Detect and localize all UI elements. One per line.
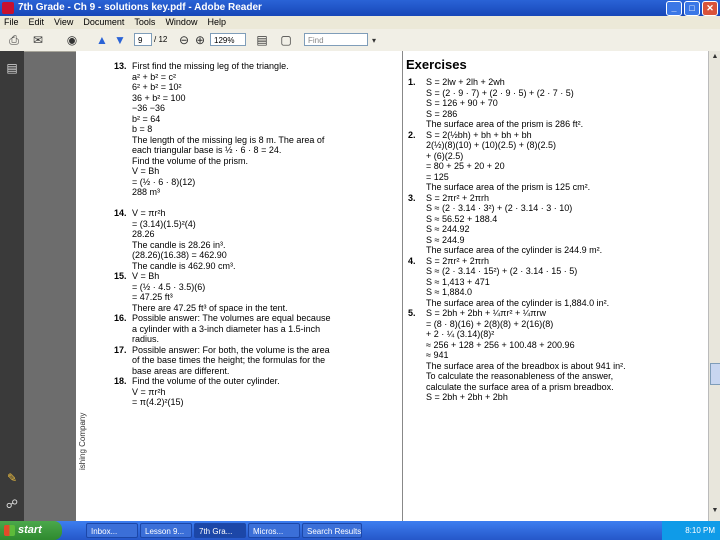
exercise-number: 4.	[408, 255, 416, 266]
previous-page-icon[interactable]: ▲	[96, 33, 108, 47]
solution-text: a² + b² = c²	[132, 71, 177, 82]
left_col-line	[114, 366, 404, 377]
right_col-line	[408, 77, 708, 88]
title-bar	[0, 0, 720, 16]
solution-text: S = 2bh + 2bh + 2bh	[426, 392, 508, 402]
left_col-line	[114, 324, 404, 335]
solution-text: Find the volume of the prism.	[132, 155, 249, 166]
right_col-line	[408, 329, 708, 340]
zoom-select[interactable]: 129%	[210, 33, 246, 46]
left_col-line	[114, 166, 404, 177]
zoom-in-icon[interactable]: ⊕	[194, 33, 206, 47]
solution-text: Find the volume of the outer cylinder.	[132, 376, 280, 386]
right_col-line	[408, 161, 708, 172]
solution-text: 36 + b² = 100	[132, 92, 186, 103]
solution-text: V = πr²h	[132, 386, 166, 397]
solution-text: S = 2(½bh) + bh + bh + bh	[426, 129, 532, 140]
exercise-number: 13.	[114, 61, 127, 71]
left_col-line	[114, 334, 404, 345]
taskbar	[0, 521, 720, 540]
solution-text: 6² + b² = 10²	[132, 82, 182, 92]
start-button[interactable]	[0, 521, 62, 540]
maximize-button[interactable]: □	[684, 1, 700, 16]
left_col-line	[114, 93, 404, 104]
scroll-thumb[interactable]	[710, 363, 720, 385]
left_col-line	[114, 156, 404, 167]
start-label: start	[18, 524, 42, 536]
solution-text: a cylinder with a 3-inch diameter has a 1.5-inch	[132, 323, 321, 334]
solution-text: + (6)(2.5)	[426, 150, 464, 161]
solution-text: V = πr²h	[132, 208, 166, 218]
solution-text: The candle is 28.26 in³.	[132, 239, 226, 250]
right_col-line	[408, 182, 708, 193]
windows-logo-icon	[4, 525, 15, 536]
right_col-line	[408, 203, 708, 214]
solution-text: Possible answer: The volumes are equal because	[132, 313, 331, 323]
solution-text: S ≈ 56.52 + 188.4	[426, 213, 498, 224]
left_col-line	[114, 250, 404, 261]
find-input[interactable]: Find	[304, 33, 368, 46]
task-microsoft[interactable]: Micros...	[248, 523, 300, 538]
solution-text: b² = 64	[132, 113, 161, 124]
exercise-number: 1.	[408, 77, 416, 87]
left_col-line	[114, 61, 404, 72]
comments-icon[interactable]: ✎	[6, 471, 18, 485]
solution-text: The surface area of the cylinder is 1,884.0 in².	[426, 297, 610, 308]
solution-text: S = 2bh + 2bh + ¼πr² + ¼πrw	[426, 308, 546, 318]
left_col-line	[114, 187, 404, 198]
right_col-line	[408, 371, 708, 382]
exercises-heading: Exercises	[406, 57, 467, 72]
scroll-down-icon[interactable]: ▼	[711, 507, 719, 514]
solution-text: = (½ · 4.5 · 3.5)(6)	[132, 281, 206, 292]
solution-text: = 80 + 25 + 20 + 20	[426, 161, 505, 171]
menu-bar	[0, 16, 720, 29]
menu-tools[interactable]: Tools	[134, 17, 156, 27]
solution-text: The surface area of the breadbox is about 941 in².	[426, 360, 626, 371]
exercise-number: 17.	[114, 344, 127, 355]
left_col-line	[114, 103, 404, 114]
globe-icon[interactable]: ◉	[66, 33, 78, 47]
publisher-side-text: ishing Company	[78, 412, 87, 470]
right_col-line	[408, 340, 708, 351]
solution-text: S = 2lw + 2lh + 2wh	[426, 77, 505, 87]
zoom-out-icon[interactable]: ⊖	[178, 33, 190, 47]
solution-text: radius.	[132, 334, 160, 344]
solution-text: Possible answer: For both, the volume is the area	[132, 344, 330, 355]
right_col-line	[408, 172, 708, 183]
exercise-number: 2.	[408, 129, 416, 140]
toolbar	[0, 29, 720, 52]
right_col-line	[408, 109, 708, 120]
exercise-number: 14.	[114, 208, 127, 218]
solution-text: S ≈ 1,884.0	[426, 287, 472, 297]
left_col-line	[114, 135, 404, 146]
left_col-line	[114, 397, 404, 408]
solution-text: ≈ 256 + 128 + 256 + 100.48 + 200.96	[426, 339, 575, 350]
solution-text: 288 m³	[132, 187, 161, 197]
navigation-pane	[0, 51, 24, 521]
solution-text: calculate the surface area of a prism breadbox.	[426, 381, 614, 392]
page-total: / 12	[154, 35, 168, 44]
right_col-line	[408, 119, 708, 130]
solution-text: = (½ · 6 · 8)(12)	[132, 176, 196, 187]
right_col-line	[408, 214, 708, 225]
pages-icon[interactable]: ▤	[6, 61, 18, 75]
solution-text: V = Bh	[132, 271, 160, 281]
left_col-line	[114, 355, 404, 366]
left_col-line	[114, 376, 404, 387]
solution-text: S ≈ 244.92	[426, 224, 470, 234]
exercise-number: 15.	[114, 271, 127, 281]
solution-text: S ≈ (2 · 3.14 · 15²) + (2 · 3.14 · 15 · 5)	[426, 266, 578, 276]
left-column	[114, 61, 404, 408]
solution-text: The surface area of the cylinder is 244.9 m².	[426, 245, 603, 255]
solution-text: S = 2πr² + 2πrh	[426, 255, 489, 266]
solution-text: S = (2 · 9 · 7) + (2 · 9 · 5) + (2 · 7 · 5)	[426, 87, 574, 98]
right_col-line	[408, 193, 708, 204]
right_col-line	[408, 350, 708, 361]
pdf-page	[76, 51, 708, 521]
fit-width-icon[interactable]: ▢	[280, 33, 292, 47]
left_col-line	[114, 198, 404, 209]
solution-text: (28.26)(16.38) = 462.90	[132, 250, 227, 260]
right_col-line	[408, 235, 708, 246]
solution-text: There are 47.25 ft³ of space in the tent.	[132, 302, 288, 313]
solution-text: = 47.25 ft³	[132, 292, 173, 302]
exercise-number: 18.	[114, 376, 127, 386]
print-icon[interactable]: ⎙	[9, 32, 19, 47]
right_col-line	[408, 298, 708, 309]
right_col-line	[408, 361, 708, 372]
right_col-line	[408, 392, 708, 403]
right_col-line	[408, 308, 708, 319]
fit-page-icon[interactable]: ▤	[256, 33, 268, 47]
solution-text: 28.26	[132, 229, 155, 239]
solution-text: The surface area of the prism is 125 cm².	[426, 182, 591, 192]
solution-text: each triangular base is ½ · 6 · 8 = 24.	[132, 145, 282, 155]
next-page-icon[interactable]: ▼	[114, 33, 126, 47]
find-dropdown-icon[interactable]: ▾	[371, 35, 376, 45]
left_col-line	[114, 261, 404, 272]
attachments-icon[interactable]: ☍	[5, 497, 19, 511]
left_col-line	[114, 271, 404, 282]
solution-text: S ≈ (2 · 3.14 · 3²) + (2 · 3.14 · 3 · 10)	[426, 203, 573, 213]
right-column	[408, 77, 708, 403]
solution-text: The length of the missing leg is 8 m. The area of	[132, 134, 325, 145]
solution-text: = π(4.2)²(15)	[132, 397, 184, 407]
task-lesson[interactable]: Lesson 9...	[140, 523, 192, 538]
solution-text: base areas are different.	[132, 365, 230, 376]
left_col-line	[114, 177, 404, 188]
close-button[interactable]: ✕	[702, 1, 718, 16]
menu-edit[interactable]: Edit	[28, 17, 45, 27]
solution-text: of the base times the height; the formulas for the	[132, 355, 326, 365]
window-title: 7th Grade - Ch 9 - solutions key.pdf - Adobe Reader	[18, 2, 262, 13]
task-inbox[interactable]: Inbox...	[86, 523, 138, 538]
solution-text: S = 2πr² + 2πrh	[426, 192, 489, 203]
right_col-line	[408, 151, 708, 162]
menu-view[interactable]: View	[54, 17, 74, 27]
left_col-line	[114, 282, 404, 293]
menu-file[interactable]: File	[4, 17, 19, 27]
solution-text: The candle is 462.90 cm³.	[132, 260, 236, 271]
solution-text: S ≈ 244.9	[426, 234, 465, 245]
left_col-line	[114, 114, 404, 125]
exercise-number: 5.	[408, 308, 416, 318]
right_col-line	[408, 277, 708, 288]
page-number-input[interactable]: 9	[134, 33, 152, 46]
left_col-line	[114, 72, 404, 83]
left_col-line	[114, 219, 404, 230]
solution-text: −36 −36	[132, 103, 166, 113]
solution-text: S ≈ 1,413 + 471	[426, 276, 490, 287]
solution-text: First find the missing leg of the triangle.	[132, 61, 289, 71]
left_col-line	[114, 208, 404, 219]
menu-document[interactable]: Document	[83, 17, 125, 27]
solution-text: The surface area of the prism is 286 ft².	[426, 119, 584, 129]
solution-text: + 2 · ¼ (3.14)(8)²	[426, 329, 495, 339]
email-icon[interactable]: ✉	[32, 33, 44, 47]
right_col-line	[408, 382, 708, 393]
adobe-reader-icon	[2, 2, 14, 14]
right_col-line	[408, 224, 708, 235]
exercise-number: 16.	[114, 313, 127, 323]
solution-text: S = 286	[426, 108, 458, 119]
left_col-line	[114, 345, 404, 356]
task-adobe-reader[interactable]: 7th Gra...	[194, 523, 246, 538]
system-tray-clock: 8:10 PM	[662, 521, 720, 540]
left_col-line	[114, 145, 404, 156]
solution-text: b = 8	[132, 124, 153, 134]
right_col-line	[408, 130, 708, 141]
solution-text: S = 126 + 90 + 70	[426, 98, 498, 108]
left_col-line	[114, 229, 404, 240]
right_col-line	[408, 88, 708, 99]
scroll-up-icon[interactable]: ▲	[711, 53, 719, 60]
left_col-line	[114, 82, 404, 93]
vertical-scrollbar[interactable]	[708, 51, 720, 521]
right_col-line	[408, 287, 708, 298]
left_col-line	[114, 387, 404, 398]
right_col-line	[408, 266, 708, 277]
task-search-results[interactable]: Search Results	[302, 523, 362, 538]
menu-help[interactable]: Help	[207, 17, 226, 27]
left_col-line	[114, 313, 404, 324]
solution-text: = (3.14)(1.5)²(4)	[132, 218, 196, 229]
solution-text: = 125	[426, 171, 449, 182]
column-divider	[402, 51, 403, 521]
right_col-line	[408, 98, 708, 109]
solution-text: V = Bh	[132, 166, 160, 176]
right_col-line	[408, 245, 708, 256]
left_col-line	[114, 303, 404, 314]
right_col-line	[408, 140, 708, 151]
exercise-number: 3.	[408, 192, 416, 203]
solution-text: 2(½)(8)(10) + (10)(2.5) + (8)(2.5)	[426, 140, 557, 150]
minimize-button[interactable]: _	[666, 1, 682, 16]
left_col-line	[114, 292, 404, 303]
left_col-line	[114, 240, 404, 251]
left_col-line	[114, 124, 404, 135]
solution-text: To calculate the reasonableness of the answer,	[426, 371, 614, 381]
solution-text: = (8 · 8)(16) + 2(8)(8) + 2(16)(8)	[426, 318, 554, 329]
right_col-line	[408, 256, 708, 267]
solution-text: ≈ 941	[426, 350, 449, 360]
menu-window[interactable]: Window	[165, 17, 198, 27]
right_col-line	[408, 319, 708, 330]
